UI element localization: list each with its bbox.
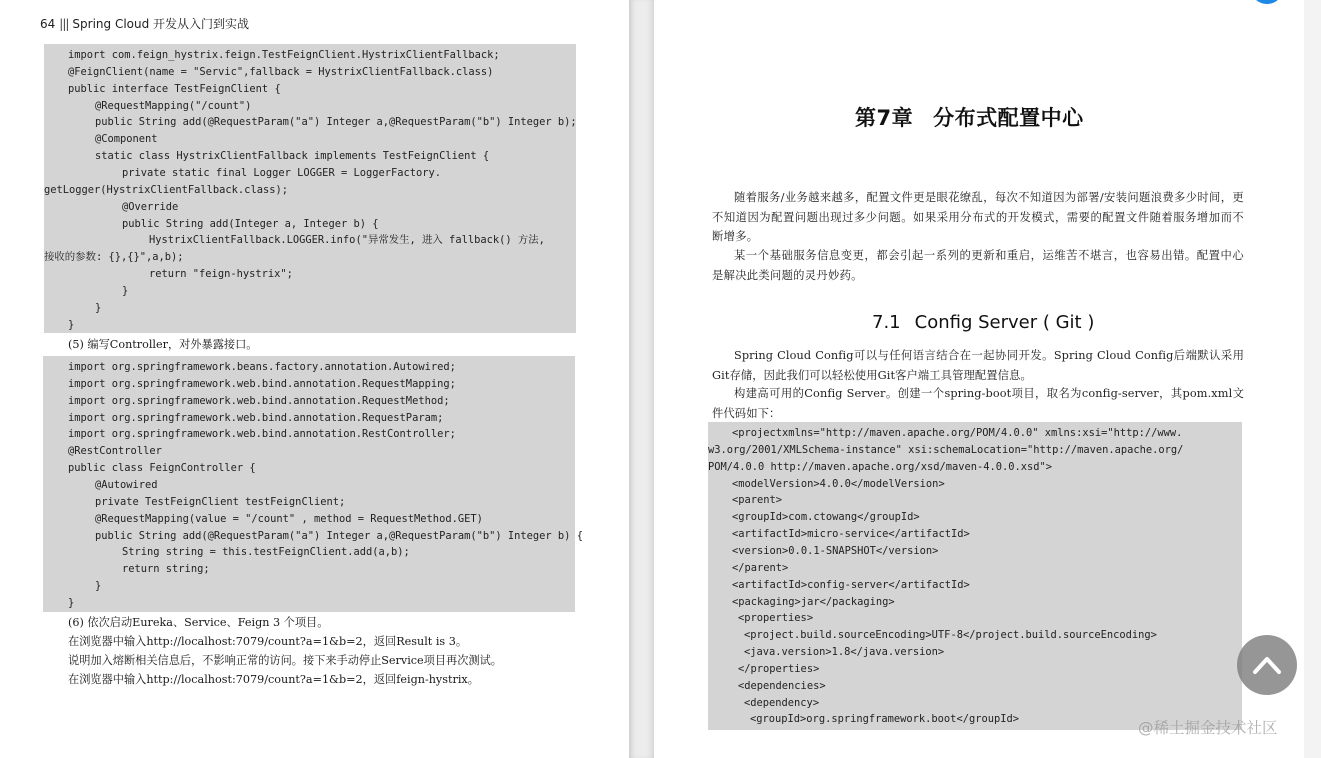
code-line: <dependencies>	[738, 679, 826, 692]
step-5-text: (5) 编写Controller，对外暴露接口。	[68, 338, 258, 351]
section-number: 7.1	[872, 312, 901, 333]
section-heading	[872, 312, 1094, 333]
code-line: }	[122, 284, 129, 297]
code-line: @RequestMapping("/count")	[95, 99, 252, 112]
code-line: return string;	[122, 563, 210, 576]
code-line: <project.build.sourceEncoding>UTF-8</project.build.sourceEncoding>	[744, 629, 1157, 642]
code-line: private static final Logger LOGGER = LoggerFactory.	[122, 166, 442, 179]
page-header	[40, 15, 249, 32]
code-line: private TestFeignClient testFeignClient;	[95, 495, 346, 508]
code-line: @Component	[95, 133, 158, 146]
book-title: Spring Cloud 开发从入门到实战	[72, 17, 250, 31]
page-gutter	[629, 0, 654, 758]
code-line: String string = this.testFeignClient.add(a,b);	[122, 546, 410, 559]
code-line: <properties>	[738, 612, 814, 625]
code-line: @RestController	[68, 445, 162, 458]
code-line: }	[95, 580, 102, 593]
left-page	[0, 0, 629, 758]
step-6-line: (6) 依次启动Eureka、Service、Feign 3 个项目。	[68, 616, 329, 629]
section-title: Config Server ( Git )	[914, 312, 1095, 333]
code-line: import org.springframework.web.bind.annotation.RequestParam;	[68, 411, 444, 424]
code-line: static class HystrixClientFallback implements TestFeignClient {	[95, 150, 490, 163]
chevron-up-icon	[1252, 653, 1282, 675]
code-line: 接收的参数: {},{}",a,b);	[44, 251, 184, 264]
code-block-feign-controller	[43, 356, 583, 612]
code-line: <artifactId>micro-service</artifactId>	[732, 528, 970, 541]
code-line: }	[68, 596, 75, 609]
code-line: import org.springframework.beans.factory.annotation.Autowired;	[68, 361, 456, 373]
code-block-feign-client	[44, 44, 576, 333]
chapter-number: 第7章	[855, 106, 914, 130]
code-line: import com.feign_hystrix.feign.TestFeignClient.HystrixClientFallback;	[68, 49, 500, 61]
code-line: <packaging>jar</packaging>	[732, 595, 895, 608]
code-line: @RequestMapping(value = "/count" , method = RequestMethod.GET)	[95, 512, 483, 525]
code-line: }	[95, 301, 102, 314]
code-line: return "feign-hystrix";	[149, 268, 293, 281]
code-line: <version>0.0.1-SNAPSHOT</version>	[732, 544, 939, 557]
chapter-heading	[855, 102, 1084, 132]
intro-paragraph: 某一个基础服务信息变更，都会引起一系列的更新和重启，运维苦不堪言，也容易出错。配置中心是解决此类问题的灵丹妙药。	[712, 249, 1244, 282]
chapter-title: 分布式配置中心	[933, 106, 1084, 130]
code-line: public String add(@RequestParam("a") Integer a,@RequestParam("b") Integer b) {	[95, 529, 583, 542]
code-line: }	[68, 318, 75, 331]
step-6-line: 在浏览器中输入http://localhost:7079/count?a=1&b=2，返回Result is 3。	[68, 635, 468, 648]
code-line: <dependency>	[744, 696, 820, 709]
code-line: HystrixClientFallback.LOGGER.info("异常发生, 进入 fallback() 方法,	[149, 234, 545, 247]
code-line: <modelVersion>4.0.0</modelVersion>	[732, 477, 945, 490]
right-page	[654, 0, 1304, 758]
code-line: import org.springframework.web.bind.annotation.RestController;	[68, 428, 456, 441]
watermark-text: @稀土掘金技术社区	[1138, 719, 1278, 737]
code-line: </parent>	[732, 561, 789, 574]
code-line: </properties>	[738, 662, 820, 675]
code-line: @Override	[122, 200, 179, 213]
code-line: <groupId>com.ctowang</groupId>	[732, 511, 920, 524]
code-line: @Autowired	[95, 478, 158, 491]
code-block-pom-xml	[708, 422, 1242, 730]
code-line: public String add(Integer a, Integer b) {	[122, 217, 379, 230]
code-line: <groupId>org.springframework.boot</groupId>	[750, 713, 1019, 726]
code-line: public class FeignController {	[68, 462, 256, 475]
code-line: POM/4.0.0 http://maven.apache.org/xsd/maven-4.0.0.xsd">	[708, 460, 1053, 473]
section-paragraph: Spring Cloud Config可以与任何语言结合在一起协同开发。Spring Cloud Config后端默认采用Git存储，因此我们可以轻松使用Git客户端工具管理配置信息。	[712, 349, 1244, 382]
code-line: public String add(@RequestParam("a") Integer a,@RequestParam("b") Integer b);	[95, 116, 577, 129]
code-line: w3.org/2001/XMLSchema-instance" xsi:schemaLocation="http://maven.apache.org/	[708, 443, 1184, 456]
code-line: import org.springframework.web.bind.annotation.RequestMethod;	[68, 394, 450, 407]
code-line: <projectxmlns="http://maven.apache.org/POM/4.0.0" xmlns:xsi="http://www.	[732, 427, 1183, 439]
code-line: getLogger(HystrixClientFallback.class);	[44, 183, 288, 196]
code-line: import org.springframework.web.bind.annotation.RequestMapping;	[68, 377, 456, 390]
code-line: public interface TestFeignClient {	[68, 82, 281, 95]
code-line: @FeignClient(name = "Servic",fallback = HystrixClientFallback.class)	[68, 65, 494, 78]
header-separator: |||	[59, 17, 69, 31]
code-line: <java.version>1.8</java.version>	[744, 646, 945, 659]
viewer-scroll-strip	[1304, 0, 1321, 758]
code-line: <artifactId>config-server</artifactId>	[732, 578, 970, 591]
back-to-top-button[interactable]	[1237, 635, 1297, 695]
step-6-line: 说明加入熔断相关信息后，不影响正常的访问。接下来手动停止Service项目再次测试。	[68, 654, 502, 667]
intro-paragraph: 随着服务/业务越来越多，配置文件更是眼花缭乱，每次不知道因为部署/安装问题浪费多少时间，更不知道因为配置问题出现过多少问题。如果采用分布式的开发模式，需要的配置文件随着服务增加而不断增多。	[712, 191, 1244, 244]
section-paragraph: 构建高可用的Config Server。创建一个spring-boot项目，取名为config-server，其pom.xml文件代码如下：	[712, 387, 1244, 420]
code-line: <parent>	[732, 494, 783, 507]
page-number: 64	[40, 17, 56, 31]
step-6-line: 在浏览器中输入http://localhost:7079/count?a=1&b=2，返回feign-hystrix。	[68, 673, 479, 686]
